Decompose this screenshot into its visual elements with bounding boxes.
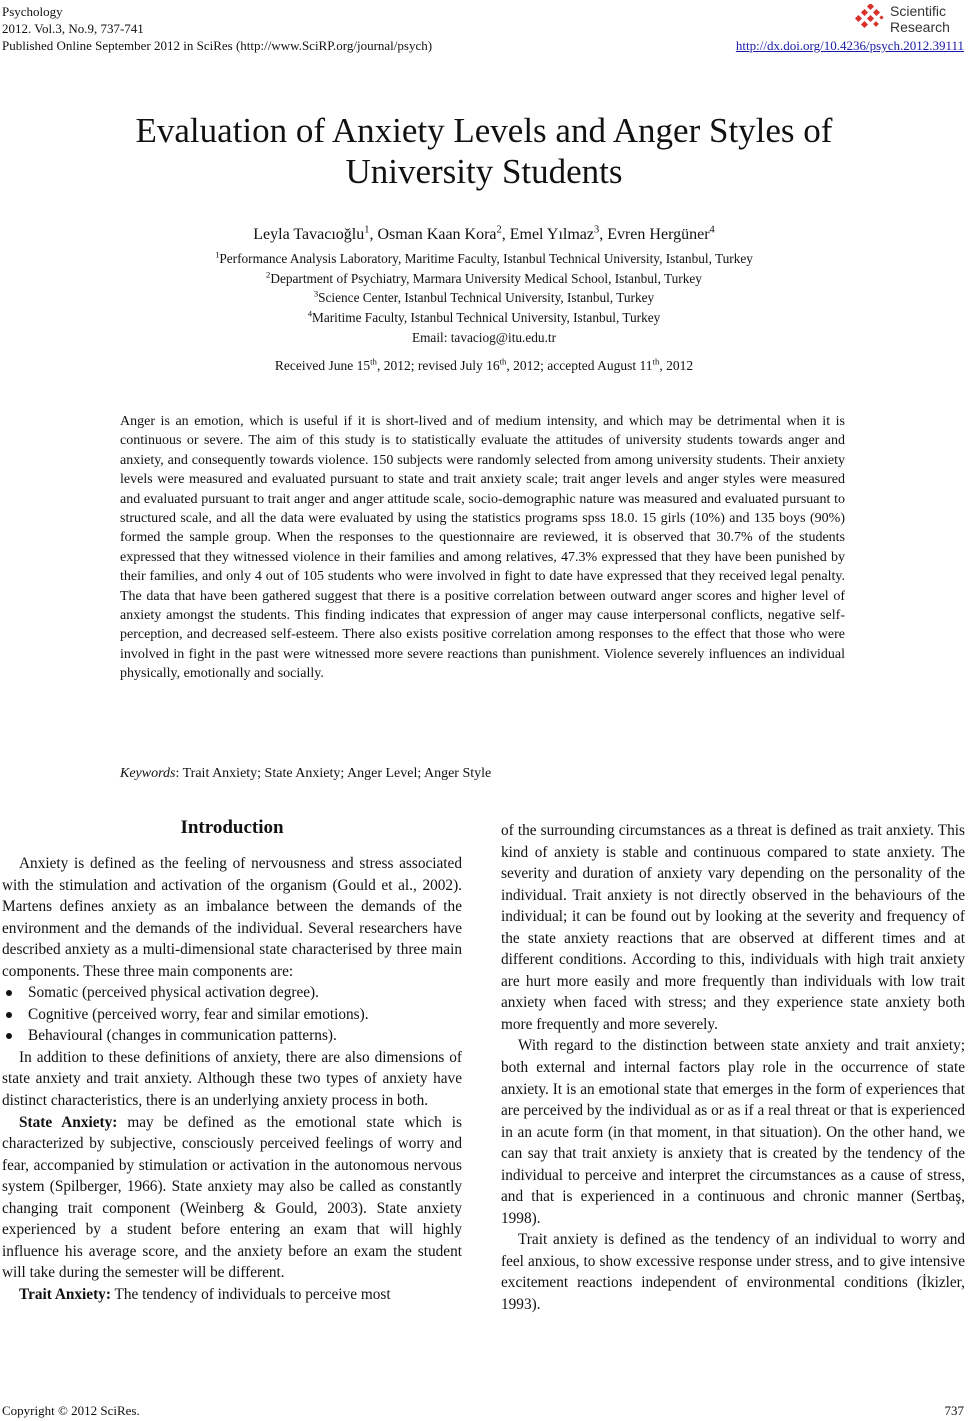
contact-email: Email: tavaciog@itu.edu.tr — [411, 329, 557, 345]
keywords — [120, 766, 491, 782]
date-sup: th — [652, 356, 660, 367]
author-name: Osman Kaan Kora — [377, 226, 497, 243]
author-name: Leyla Tavacıoğlu — [253, 226, 365, 243]
logo-diamond-icon — [852, 4, 888, 34]
affiliation-sup: 4 — [307, 308, 312, 319]
abstract: Anger is an emotion, which is useful if it is short-lived and of medium intensity, and which may be detrimental when it is continuous or severe. The aim of this study is to statistically evaluate the attitudes of university students towards anger and anxiety, and consequently towards violence. 150 subjects were randomly selected from among university students. Their anxiety levels were measured and evaluated pursuant to state and trait anxiety scale; trait anger levels and anger styles were measured and evaluated pursuant to trait anger and anger attitude scale, socio-demographic nature was measured and evaluated pursuant to structured scale, and all the data were evaluated by using the statistics programs spss 18.0. 15 girls (10%) and 135 boys (90%) formed the sample group. When the responses to the questionnaire are reviewed, it is observed that 30.7% of the students expressed that they witnessed violence in their families and among relatives, 47.3% expressed that they have been punished by their families, and only 4 out of 105 students who were involved in fight to date have expressed that they received legal penalty. The data that have been gathered suggest that there is a positive correlation between outward anger scores and higher level of anxiety amongst the students. This finding indicates that expression of anger may cause interpersonal conflicts, negative self-perception, and decreased self-esteem. There also exists positive correlation among responses to the effect that those who were involved in fight in the past were witnessed more severe reactions than punishment. Violence severely influences an individual physically, emotionally and socially. — [120, 414, 845, 682]
author-sup: 1 — [364, 224, 370, 236]
received-text: Received June 15 — [274, 358, 371, 373]
title-line-2: University Students — [345, 152, 623, 191]
affiliation-item — [0, 288, 968, 308]
affiliation-text: Science Center, Istanbul Technical University, Istanbul, Turkey — [318, 290, 655, 306]
affiliation-text: Performance Analysis Laboratory, Maritime Faculty, Istanbul Technical University, Istanbul, Turkey — [219, 251, 753, 266]
affiliation-item — [0, 269, 968, 289]
received-dates — [0, 358, 968, 374]
affiliation-text: Department of Psychiatry, Marmara University Medical School, Istanbul, Turkey — [270, 270, 702, 286]
author-name: Evren Hergüner — [607, 226, 710, 243]
paragraph: Anxiety is defined as the feeling of nervousness and stress associated with the stimulation and activation of the organism (Gould et al., 2002). Martens defines anxiety as an imbalance between the demands of the environment and the demands of the individual. Several researchers have described anxiety as a multi-dimensional state characterised by three main components. These three main components are: — [2, 855, 462, 980]
revised-text: , 2012; revised July 16 — [376, 358, 500, 373]
list-item-text: Cognitive (perceived worry, fear and similar emotions). — [28, 1005, 369, 1023]
affiliation-sup: 2 — [266, 269, 271, 280]
affiliation-sup: 1 — [215, 249, 220, 260]
author-separator: , — [501, 226, 510, 243]
author-name: Emel Yılmaz — [509, 226, 594, 243]
author-sup: 3 — [594, 224, 600, 236]
journal-volume: 2012. Vol.3, No.9, 737-741 — [2, 21, 144, 36]
logo-text-bottom: Research — [890, 19, 950, 35]
keywords-list: : Trait Anxiety; State Anxiety; Anger Level; Anger Style — [175, 766, 492, 781]
logo-text-top: Scientific — [890, 3, 947, 19]
date-sup: th — [370, 356, 377, 367]
list-item — [2, 982, 462, 1004]
published-online: Published Online September 2012 in SciRes (http://www.SciRP.org/journal/psych) — [2, 38, 433, 53]
list-item-text: Somatic (perceived physical activation degree). — [28, 984, 319, 1002]
paragraph-text: The tendency of individuals to perceive most — [110, 1285, 391, 1303]
paragraph: With regard to the distinction between state anxiety and trait anxiety; both external and internal factors play role in the occurrence of state anxiety. It is an emotional state that emerges in the form of experiences that are perceived by the individual as or as if a real threat or that is experienced in an acute form (in that moment, in that situation). On the other hand, we can say that trait anxiety is anxiety that is created by the tendency of the individual to perceive and interpret the circumstances as a cause of stress, and that is experienced in a continuous and chronic manner (Sertbaş, 1998). — [501, 1037, 965, 1227]
paragraph: In addition to these definitions of anxiety, there are also dimensions of state anxiety and trait anxiety. Although these two types of anxiety have distinct characteristics, there is an underlying anxiety process in both. — [2, 1048, 462, 1110]
keywords-label: Keywords — [120, 766, 176, 781]
copyright: Copyright © 2012 SciRes. — [2, 1403, 140, 1418]
date-sup: th — [499, 356, 507, 367]
component-list — [2, 982, 462, 1047]
paper-title — [0, 110, 968, 192]
journal-name: Psychology — [2, 4, 63, 19]
affiliation-item — [0, 249, 968, 269]
affiliation-sup: 3 — [313, 288, 319, 299]
right-column — [501, 820, 965, 1316]
title-line-1: Evaluation of Anxiety Levels and Anger Styles of — [135, 111, 833, 150]
author-separator: , — [369, 226, 378, 243]
affiliation-text: Maritime Faculty, Istanbul Technical University, Istanbul, Turkey — [312, 310, 661, 326]
year-text: , 2012 — [659, 358, 694, 373]
list-item-text: Behavioural (changes in communication patterns). — [28, 1027, 337, 1045]
author-list — [0, 226, 968, 244]
paragraph: Trait anxiety is defined as the tendency of an individual to worry and feel anxious, to show excessive response under stress, and to give intensive excitement reactions independent of environmental conditions (İkizler, 1993). — [501, 1231, 965, 1314]
list-item — [2, 1025, 462, 1047]
publisher-logo — [852, 2, 962, 38]
paragraph-text: may be defined as the emotional state which is characterized by subjective, consciously perceived feelings of worry and fear, accompanied by stimulation or activation in the autonomous nervous system (Spilberger, 1966). State anxiety may also be called as constantly changing trait component (Weinberg & Gould, 2003). State anxiety experienced by a student before entering an exam that will highly influence his average score, and the anxiety before an exam the student will take during the semester will be different. — [2, 1113, 462, 1282]
paragraph — [2, 1284, 462, 1306]
term-trait-anxiety: Trait Anxiety: — [19, 1285, 111, 1303]
affiliations — [0, 249, 968, 348]
bullet-icon — [6, 1012, 12, 1018]
list-item — [2, 1004, 462, 1026]
doi-link[interactable]: http://dx.doi.org/10.4236/psych.2012.39111 — [735, 38, 964, 53]
author-sup: 2 — [496, 224, 502, 236]
paragraph — [2, 1112, 462, 1284]
author-separator: , — [599, 226, 608, 243]
left-column — [2, 853, 462, 1305]
paragraph: of the surrounding circumstances as a threat is defined as trait anxiety. This kind of anxiety is stable and continuous compared to state anxiety. The severity and duration of anxiety vary depending on the personality of the individual. Trait anxiety is not directly observed in the behaviours of the individual; it can be found out by looking at the severity and frequency of the state anxiety reactions that are observed at different times and at different conditions. According to this, individuals with high trait anxiety are hurt more easily and more frequently than individuals with low trait anxiety when faced with stress; and they experience state anxiety both more frequently and more severely. — [501, 822, 965, 1033]
author-sup: 4 — [709, 224, 715, 236]
bullet-icon — [6, 1033, 12, 1039]
accepted-text: , 2012; accepted August 11 — [506, 358, 653, 373]
page-number: 737 — [944, 1403, 964, 1418]
term-state-anxiety: State Anxiety: — [19, 1113, 118, 1131]
bullet-icon — [6, 990, 12, 996]
section-heading-introduction: Introduction — [180, 817, 284, 838]
affiliation-item — [0, 308, 968, 328]
